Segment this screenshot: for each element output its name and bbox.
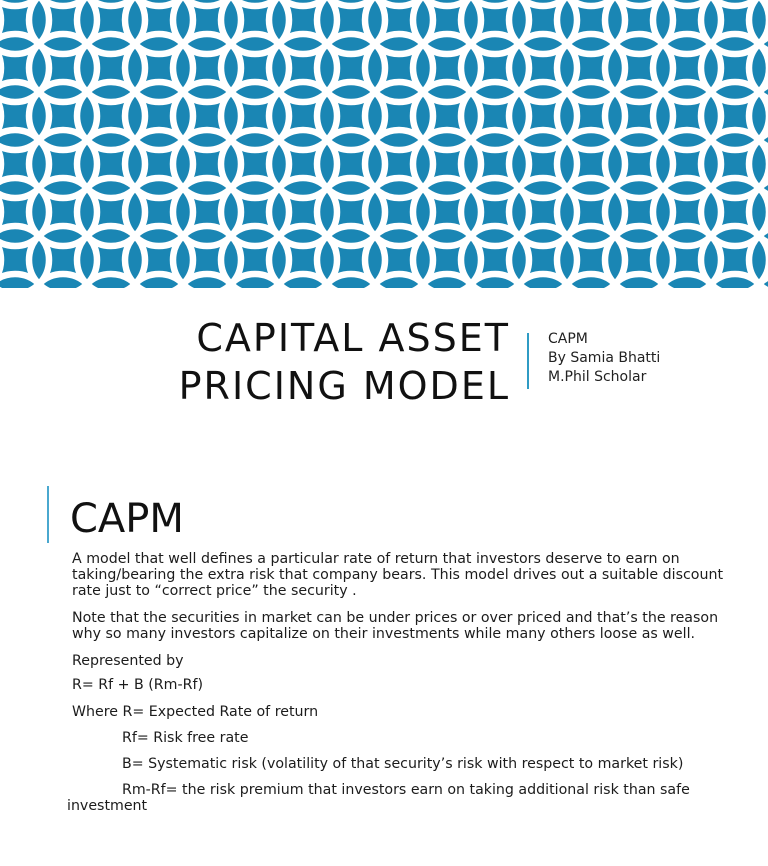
- definition-paragraph: A model that well defines a particular rate of return that investors deserve to earn on taking/bearing the extra risk that company bears. This model drives out a suitable discount rate just to “correct price” the security .: [72, 551, 724, 599]
- pattern-ring: [0, 0, 1, 54]
- pattern-banner: [0, 0, 768, 288]
- capm-formula: R= Rf + B (Rm-Rf): [72, 677, 203, 693]
- presentation-title: [179, 314, 510, 410]
- subtitle-line-topic: CAPM: [548, 331, 588, 347]
- title-divider: [527, 333, 529, 389]
- heading-accent-bar: [47, 486, 49, 543]
- circle-pattern-graphic: [0, 0, 768, 288]
- title-line-1: CAPITAL ASSET: [196, 316, 510, 360]
- beta-definition: B= Systematic risk (volatility of that security’s risk with respect to market risk): [122, 756, 684, 772]
- slide-body: [67, 551, 748, 814]
- subtitle-line-role: M.Phil Scholar: [548, 369, 647, 385]
- pattern-ring: [0, 130, 1, 198]
- represented-by-label: Represented by: [72, 653, 184, 669]
- where-definition: Where R= Expected Rate of return: [72, 704, 319, 720]
- pattern-ring: [0, 34, 1, 102]
- subtitle-line-author: By Samia Bhatti: [548, 350, 661, 366]
- subtitle-block: [548, 330, 660, 387]
- slide-heading: CAPM: [70, 496, 184, 542]
- risk-premium-definition: Rm-Rf= the risk premium that investors earn on taking additional risk than safe investment: [67, 782, 690, 814]
- note-paragraph: Note that the securities in market can be under prices or over priced and that’s the reason why so many investors capitalize on their investments while many others loose as well.: [72, 610, 719, 642]
- pattern-ring: [0, 178, 1, 246]
- pattern-ring: [0, 82, 1, 150]
- title-slide: [0, 288, 768, 458]
- title-line-2: PRICING MODEL: [178, 364, 510, 408]
- rf-definition: Rf= Risk free rate: [122, 730, 249, 746]
- content-slide: [0, 478, 768, 866]
